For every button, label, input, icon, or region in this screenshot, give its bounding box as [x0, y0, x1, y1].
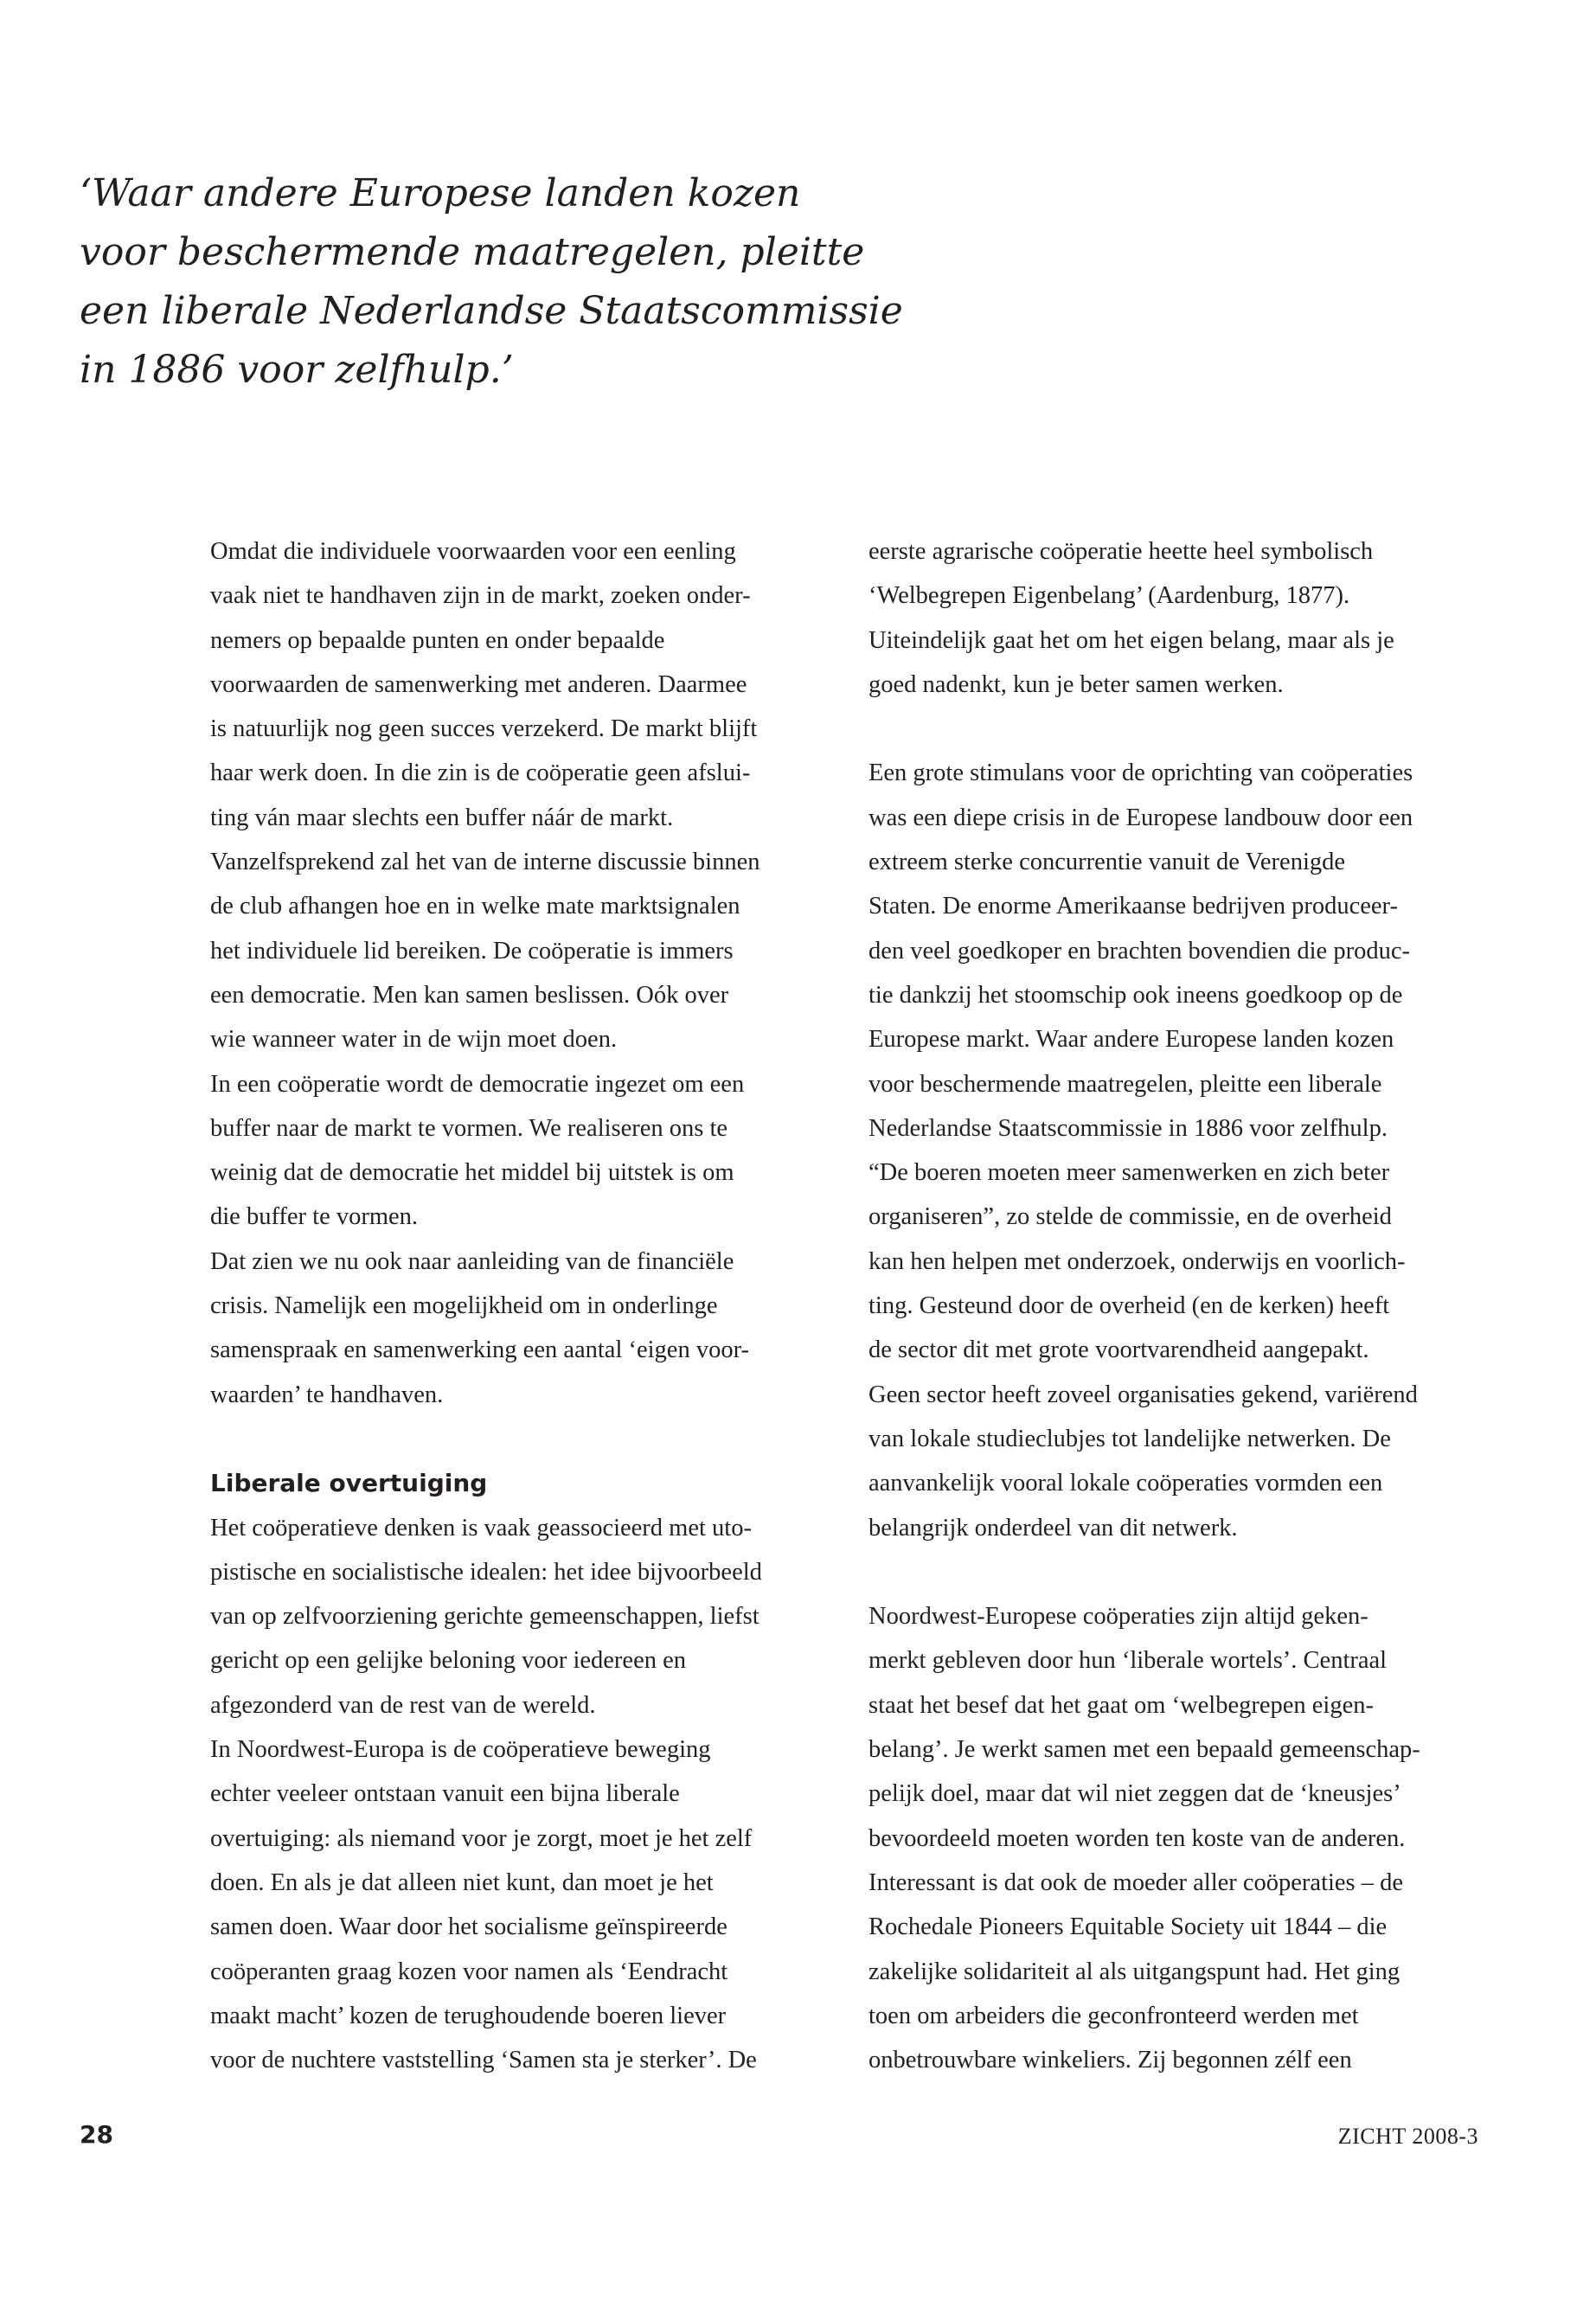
text-line: voorwaarden de samenwerking met anderen. Daarmee: [210, 670, 747, 698]
text-line: crisis. Namelijk een mogelijkheid om in onderlinge: [210, 1292, 718, 1320]
text-line: tie dankzij het stoomschip ook ineens goedkoop op de: [869, 981, 1403, 1009]
text-line: staat het besef dat het gaat om ‘welbegrepen eigen-: [869, 1691, 1374, 1719]
text-line: ting ván maar slechts een buffer náár de markt.: [210, 804, 674, 831]
paragraph-gap: [210, 1417, 816, 1461]
text-line: buffer naar de markt te vormen. We realiseren ons te: [210, 1114, 728, 1142]
page-number: 28: [80, 2120, 113, 2149]
text-line: belangrijk onderdeel van dit netwerk.: [869, 1514, 1238, 1541]
text-line: extreem sterke concurrentie vanuit de Verenigde: [869, 849, 1346, 876]
text-line: nemers op bepaalde punten en onder bepaalde: [210, 626, 665, 654]
text-line: samen doen. Waar door het socialisme geïnspireerde: [210, 1913, 727, 1941]
text-line: het individuele lid bereiken. De coöperatie is immers: [210, 937, 734, 965]
paragraph: [210, 529, 816, 1062]
right-column: [869, 529, 1491, 2082]
text-line: Rochedale Pioneers Equitable Society uit 1844 – die: [869, 1913, 1388, 1941]
text-line: wie wanneer water in de wijn moet doen.: [210, 1026, 618, 1054]
text-line: Uiteindelijk gaat het om het eigen belang, maar als je: [869, 626, 1394, 654]
text-line: vaak niet te handhaven zijn in de markt, zoeken onder-: [210, 582, 751, 610]
text-line: Nederlandse Staatscommissie in 1886 voor zelfhulp.: [869, 1114, 1388, 1142]
text-line: is natuurlijk nog geen succes verzekerd. De markt blijft: [210, 715, 758, 743]
text-line: pistische en socialistische idealen: het idee bijvoorbeeld: [210, 1558, 762, 1586]
pull-quote-line: ‘Waar andere Europese landen kozen: [80, 171, 801, 215]
text-line: belang’. Je werkt samen met een bepaald gemeenschap-: [869, 1736, 1420, 1764]
pull-quote-line: een liberale Nederlandse Staatscommissie: [80, 289, 903, 333]
paragraph-gap: [869, 1550, 1491, 1594]
text-line: van op zelfvoorziening gerichte gemeenschappen, liefst: [210, 1603, 760, 1631]
left-column: [210, 529, 816, 2082]
text-line: Staten. De enorme Amerikaanse bedrijven produceer-: [869, 893, 1398, 920]
section-heading: Liberale overtuiging: [210, 1469, 488, 1498]
text-line: voor de nuchtere vaststelling ‘Samen sta je sterker’. De: [210, 2047, 757, 2074]
text-line: Geen sector heeft zoveel organisaties gekend, variërend: [869, 1381, 1418, 1408]
text-line: Dat zien we nu ook naar aanleiding van de financiële: [210, 1247, 734, 1275]
text-line: voor beschermende maatregelen, pleitte een liberale: [869, 1070, 1382, 1098]
text-line: aanvankelijk vooral lokale coöperaties vormden een: [869, 1470, 1383, 1497]
text-line: Het coöperatieve denken is vaak geassocieerd met uto-: [210, 1514, 752, 1541]
text-line: bevoordeeld moeten worden ten koste van de anderen.: [869, 1824, 1406, 1852]
text-line: Omdat die individuele voorwaarden voor een eenling: [210, 538, 736, 565]
text-line: was een diepe crisis in de Europese landbouw door een: [869, 804, 1413, 831]
publication-footer: ZICHT 2008-3: [1337, 2124, 1478, 2149]
text-line: Een grote stimulans voor de oprichting van coöperaties: [869, 760, 1413, 787]
text-line: onbetrouwbare winkeliers. Zij begonnen zélf een: [869, 2047, 1352, 2074]
text-line: toen om arbeiders die geconfronteerd werden met: [869, 2002, 1359, 2029]
text-line: den veel goedkoper en brachten bovendien die produc-: [869, 937, 1410, 965]
paragraph: [869, 529, 1491, 707]
text-line: zakelijke solidariteit al als uitgangspunt had. Het ging: [869, 1958, 1401, 1985]
paragraph: [210, 1506, 816, 1727]
text-line: Interessant is dat ook de moeder aller coöperaties – de: [869, 1868, 1404, 1896]
text-line: Europese markt. Waar andere Europese landen kozen: [869, 1026, 1394, 1054]
text-line: In een coöperatie wordt de democratie ingezet om een: [210, 1070, 745, 1098]
text-line: ‘Welbegrepen Eigenbelang’ (Aardenburg, 1877).: [869, 582, 1350, 610]
text-line: pelijk doel, maar dat wil niet zeggen dat de ‘kneusjes’: [869, 1780, 1401, 1808]
text-line: van lokale studieclubjes tot landelijke netwerken. De: [869, 1425, 1391, 1452]
text-line: haar werk doen. In die zin is de coöperatie geen afslui-: [210, 760, 751, 787]
text-line: maakt macht’ kozen de terughoudende boeren liever: [210, 2002, 727, 2029]
text-line: eerste agrarische coöperatie heette heel symbolisch: [869, 538, 1374, 565]
text-line: kan hen helpen met onderzoek, onderwijs en voorlich-: [869, 1247, 1406, 1275]
text-line: weinig dat de democratie het middel bij uitstek is om: [210, 1159, 734, 1187]
paragraph: [869, 751, 1491, 1549]
paragraph-gap: [869, 707, 1491, 751]
text-line: goed nadenkt, kun je beter samen werken.: [869, 670, 1284, 698]
text-line: echter veeleer ontstaan vanuit een bijna liberale: [210, 1780, 680, 1808]
text-line: afgezonderd van de rest van de wereld.: [210, 1691, 596, 1719]
text-line: Noordwest-Europese coöperaties zijn altijd geken-: [869, 1603, 1368, 1631]
paragraph: [869, 1594, 1491, 2082]
text-line: Vanzelfsprekend zal het van de interne discussie binnen: [210, 849, 760, 876]
paragraph: [210, 1240, 816, 1417]
text-line: waarden’ te handhaven.: [210, 1381, 444, 1408]
text-line: “De boeren moeten meer samenwerken en zich beter: [869, 1159, 1390, 1187]
pull-quote-line: voor beschermende maatregelen, pleitte: [80, 230, 865, 274]
text-line: samenspraak en samenwerking een aantal ‘eigen voor-: [210, 1336, 749, 1364]
paragraph: [210, 1062, 816, 1240]
text-line: die buffer te vormen.: [210, 1203, 419, 1231]
text-line: doen. En als je dat alleen niet kunt, dan moet je het: [210, 1868, 714, 1896]
text-line: de club afhangen hoe en in welke mate marktsignalen: [210, 893, 740, 920]
text-line: ting. Gesteund door de overheid (en de kerken) heeft: [869, 1292, 1390, 1320]
text-line: In Noordwest-Europa is de coöperatieve beweging: [210, 1736, 711, 1764]
pull-quote: [80, 164, 927, 400]
paragraph: [210, 1727, 816, 2082]
text-line: organiseren”, zo stelde de commissie, en de overheid: [869, 1203, 1392, 1231]
pull-quote-line: in 1886 voor zelfhulp.’: [80, 348, 514, 392]
text-line: coöperanten graag kozen voor namen als ‘Eendracht: [210, 1958, 728, 1985]
text-line: overtuiging: als niemand voor je zorgt, moet je het zelf: [210, 1824, 753, 1852]
text-line: een democratie. Men kan samen beslissen. Oók over: [210, 981, 729, 1009]
text-line: de sector dit met grote voortvarendheid aangepakt.: [869, 1336, 1369, 1364]
text-line: merkt gebleven door hun ‘liberale wortels’. Centraal: [869, 1647, 1388, 1675]
text-line: gericht op een gelijke beloning voor iedereen en: [210, 1647, 686, 1675]
